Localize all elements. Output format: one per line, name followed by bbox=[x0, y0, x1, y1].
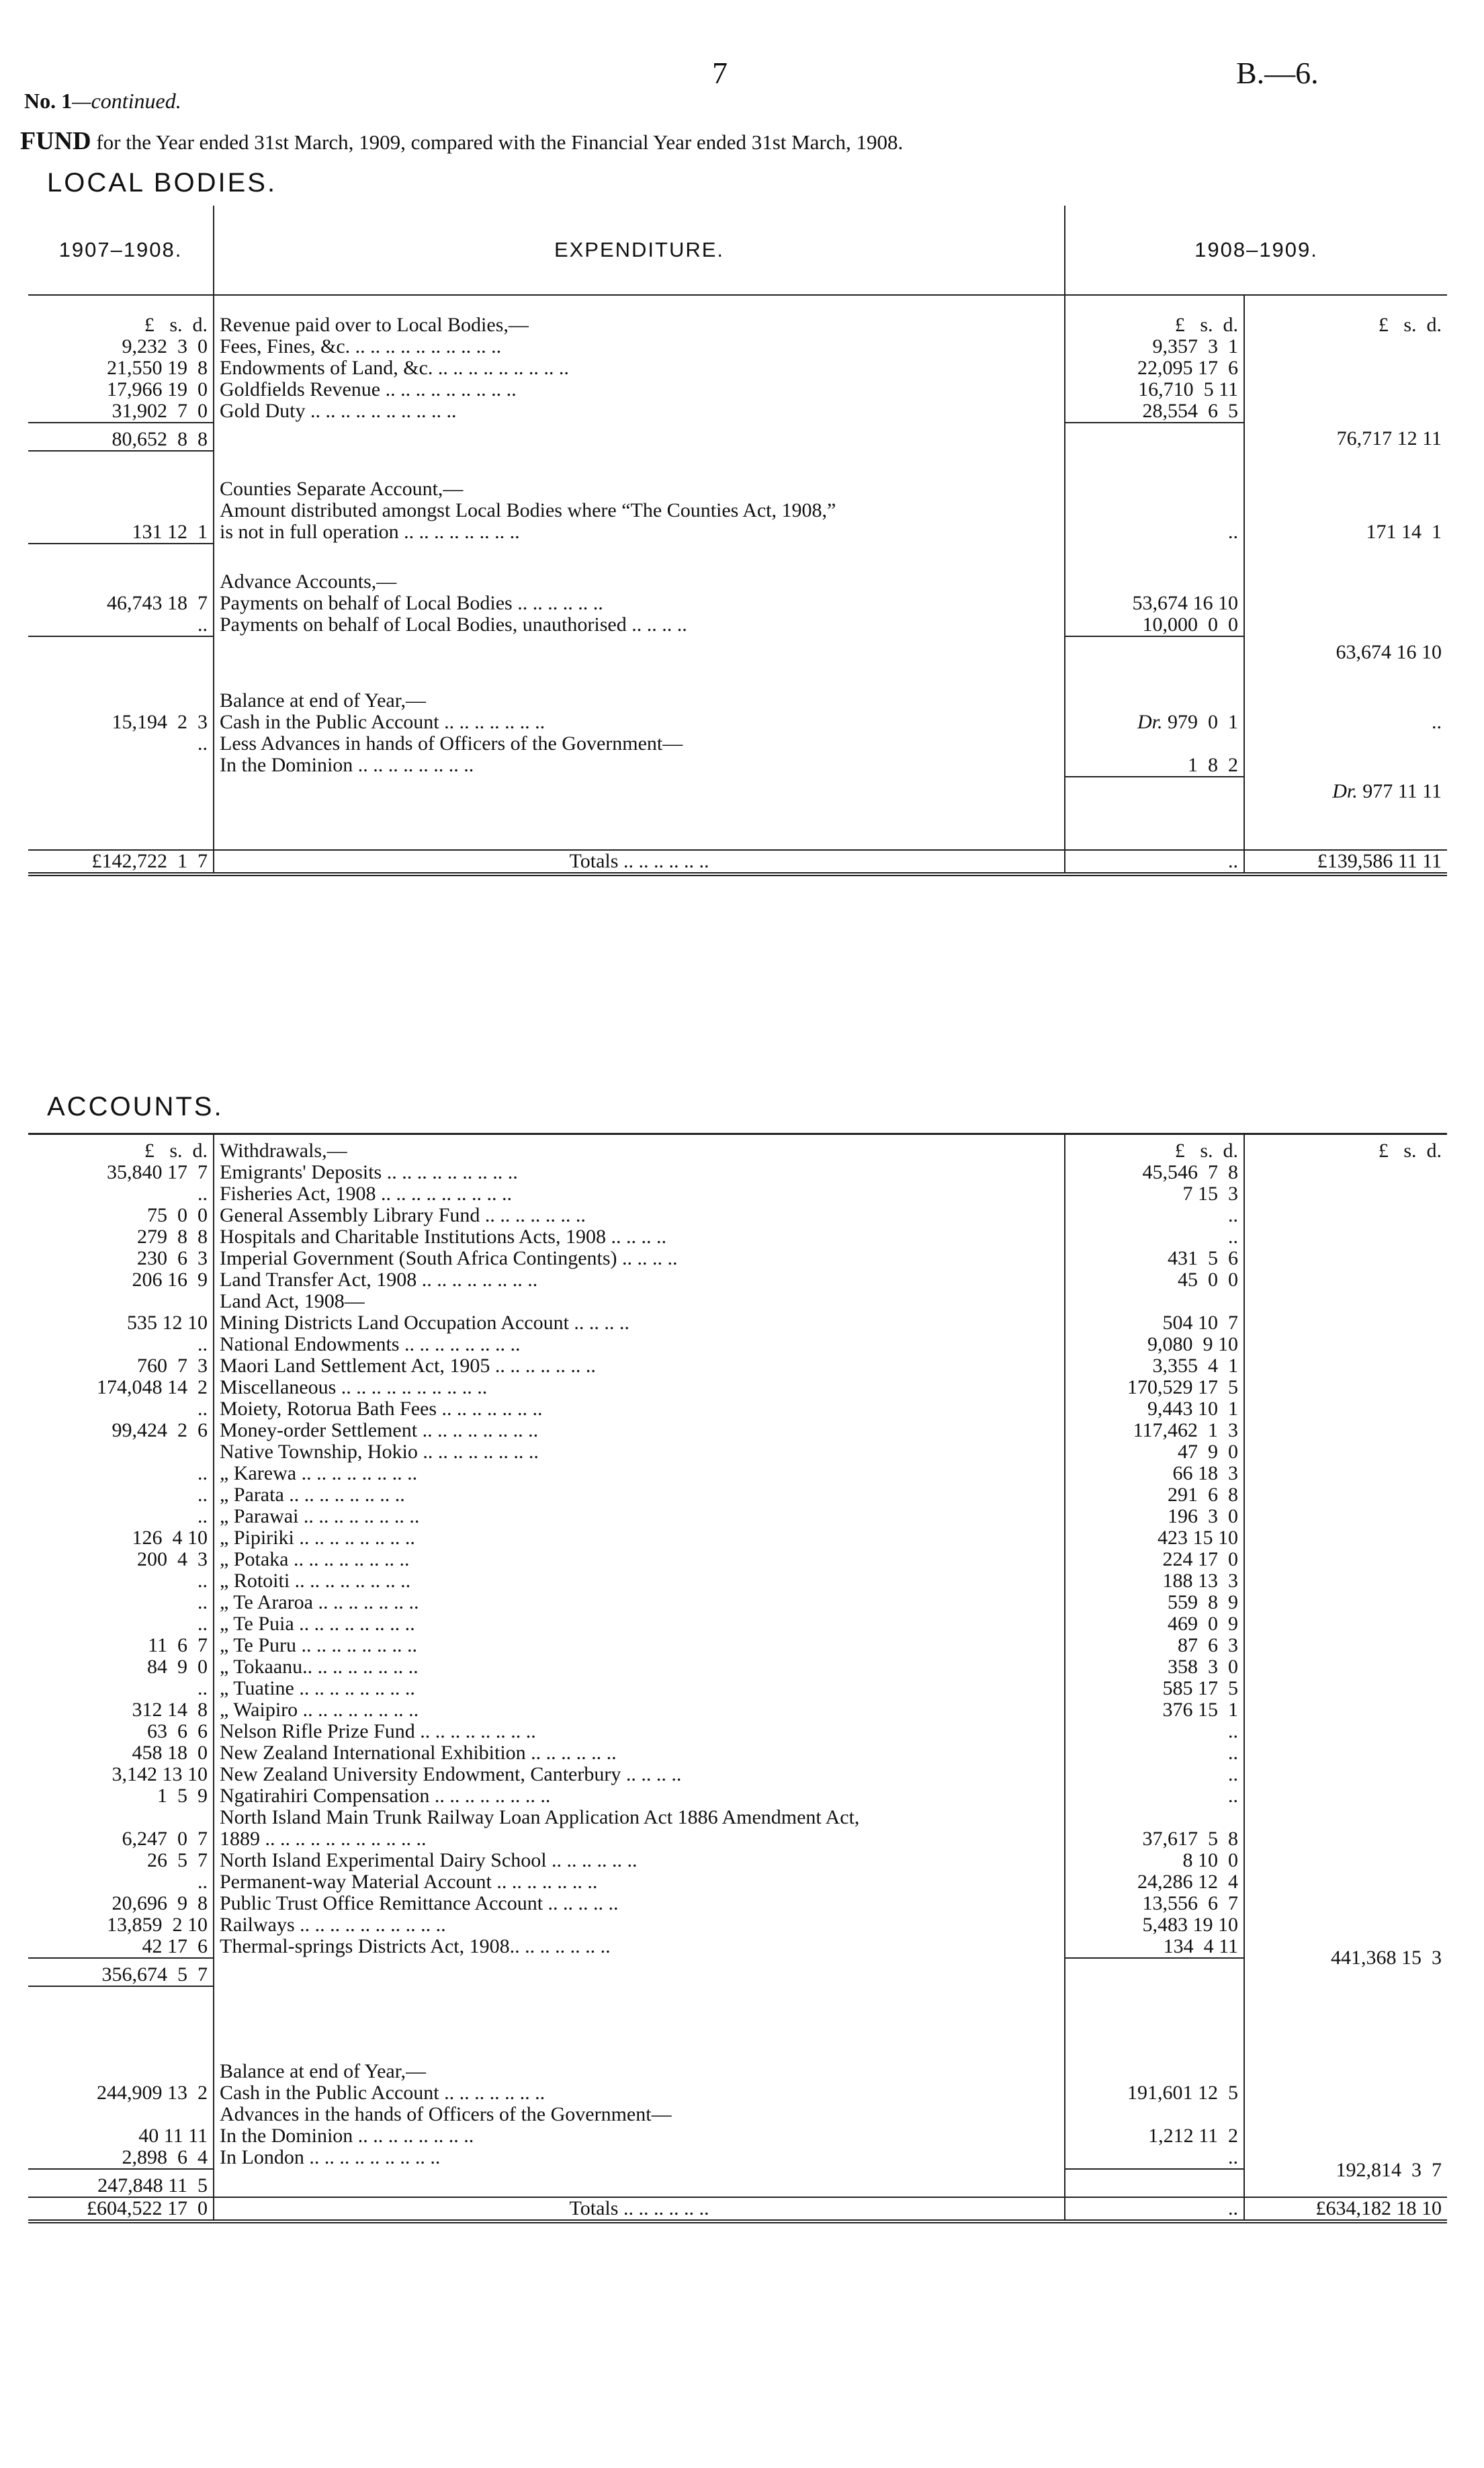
acct-cur: 45,546 7 8 bbox=[1065, 1162, 1244, 1183]
acct-balance-prev bbox=[28, 2104, 214, 2125]
acct-prev: 99,424 2 6 bbox=[112, 1419, 208, 1441]
lb-row-desc: Endowments of Land, &c. .. .. .. .. .. .. .. .. .. bbox=[214, 357, 1065, 379]
accounts-table bbox=[28, 1133, 1447, 2223]
counties-heading: Counties Separate Account,— bbox=[214, 478, 1065, 500]
acct-desc: „ Te Puia .. .. .. .. .. .. .. .. bbox=[214, 1613, 1065, 1635]
acct-desc: New Zealand International Exhibition .. .. .. .. .. .. bbox=[214, 1742, 1065, 1764]
acct-row bbox=[28, 1334, 1447, 1355]
acct-desc: „ Parata .. .. .. .. .. .. .. .. bbox=[214, 1484, 1065, 1506]
acct-row bbox=[28, 1398, 1447, 1420]
acct-cur: 5,483 19 10 bbox=[1065, 1914, 1244, 1936]
acct-row bbox=[28, 1506, 1447, 1527]
acct-row bbox=[28, 1463, 1447, 1484]
acct-prev: 11 6 7 bbox=[148, 1634, 208, 1656]
acct-tot bbox=[1244, 1699, 1447, 1721]
acct-prev: 42 17 6 bbox=[142, 1935, 208, 1957]
lb-row-prev: 31,902 7 0 bbox=[112, 400, 208, 422]
acct-cur: 66 18 3 bbox=[1065, 1463, 1244, 1484]
acct-prev: 26 5 7 bbox=[147, 1849, 208, 1871]
balance-line3-cur: 1 8 2 bbox=[1065, 755, 1244, 777]
counties-tot: 171 14 1 bbox=[1244, 521, 1447, 544]
acct-prev: .. bbox=[198, 1613, 208, 1635]
acct-tot bbox=[1244, 1269, 1447, 1291]
acct-cur: 358 3 0 bbox=[1065, 1656, 1244, 1678]
acct-prev: .. bbox=[198, 1462, 208, 1484]
acct-balance-cur bbox=[1065, 2104, 1244, 2125]
lb-row-prev: 17,966 19 0 bbox=[107, 378, 208, 400]
page-number: 7 bbox=[712, 56, 728, 90]
acct-prev: .. bbox=[198, 1591, 208, 1613]
acct-balance-tot bbox=[1244, 2125, 1447, 2147]
acct-desc: Hospitals and Charitable Institutions Acts, 1908 .. .. .. .. bbox=[214, 1226, 1065, 1248]
acct-row bbox=[28, 1441, 1447, 1463]
acct-balance-prev: 2,898 6 4 bbox=[122, 2146, 208, 2168]
acct-balance-cur: 1,212 11 2 bbox=[1065, 2125, 1244, 2147]
acct-cur: 291 6 8 bbox=[1065, 1484, 1244, 1506]
acct-prev: .. bbox=[198, 1871, 208, 1893]
acct-tot bbox=[1244, 1527, 1447, 1549]
acct-row bbox=[28, 1678, 1447, 1699]
acct-tot bbox=[1244, 1291, 1447, 1312]
lb-row-desc: Revenue paid over to Local Bodies,— bbox=[214, 295, 1065, 336]
acct-tot bbox=[1244, 1678, 1447, 1699]
acct-row bbox=[28, 1592, 1447, 1613]
acct-cur: 47 9 0 bbox=[1065, 1441, 1244, 1463]
advance-cur: 10,000 0 0 bbox=[1065, 614, 1244, 636]
acct-desc: Fisheries Act, 1908 .. .. .. .. .. .. .. .. .. bbox=[214, 1183, 1065, 1205]
acct-row bbox=[28, 1312, 1447, 1334]
lb-row-desc: Fees, Fines, &c. .. .. .. .. .. .. .. .. .. .. bbox=[214, 336, 1065, 357]
acct-balance-tot bbox=[1244, 2082, 1447, 2104]
acct-cur: .. bbox=[1065, 1721, 1244, 1742]
acct-tot bbox=[1244, 1570, 1447, 1592]
lb-row-prev: 21,550 19 8 bbox=[107, 357, 208, 379]
acct-row bbox=[28, 1570, 1447, 1592]
acct-tot bbox=[1244, 1334, 1447, 1355]
acct-tot bbox=[1244, 1355, 1447, 1377]
acct-prev: 13,859 2 10 bbox=[107, 1914, 208, 1936]
acct-row bbox=[28, 1850, 1447, 1871]
acct-totals-label: Totals .. .. .. .. .. .. bbox=[214, 2197, 1065, 2221]
acct-row bbox=[28, 1699, 1447, 1721]
acct-tot bbox=[1244, 1850, 1447, 1871]
acct-prev: .. bbox=[198, 1333, 208, 1355]
counties-prev: 131 12 1 bbox=[132, 521, 208, 543]
local-bodies-title: LOCAL BODIES. bbox=[47, 168, 277, 198]
acct-desc: Moiety, Rotorua Bath Fees .. .. .. .. .. .. .. bbox=[214, 1398, 1065, 1420]
acct-balance-desc: In the Dominion .. .. .. .. .. .. .. .. bbox=[214, 2125, 1065, 2147]
totals-tot: £139,586 11 11 bbox=[1244, 850, 1447, 874]
acct-row bbox=[28, 1355, 1447, 1377]
balance-line1-tot: .. bbox=[1244, 712, 1447, 733]
counties-line2: is not in full operation .. .. .. .. .. .. .. .. bbox=[214, 521, 1065, 544]
acct-prev: 279 8 8 bbox=[137, 1226, 208, 1248]
acct-desc: Imperial Government (South Africa Contingents) .. .. .. .. bbox=[214, 1248, 1065, 1269]
acct-tot bbox=[1244, 1248, 1447, 1269]
acct-cur: 170,529 17 5 bbox=[1065, 1377, 1244, 1398]
acct-prev: 206 16 9 bbox=[132, 1269, 208, 1291]
balance-line2-prev: .. bbox=[198, 732, 208, 755]
lb-row-cur: 9,357 3 1 bbox=[1065, 336, 1244, 357]
acct-tot bbox=[1244, 1205, 1447, 1226]
acct-row bbox=[28, 1635, 1447, 1656]
balance-line2: Less Advances in hands of Officers of the Government— bbox=[214, 733, 1065, 755]
acct-prev bbox=[28, 1291, 214, 1312]
acct-prev: .. bbox=[198, 1677, 208, 1699]
acct-cur: 431 5 6 bbox=[1065, 1248, 1244, 1269]
balance-prev: 15,194 2 3 bbox=[112, 711, 208, 733]
acct-cur: 87 6 3 bbox=[1065, 1635, 1244, 1656]
acct-desc: Native Township, Hokio .. .. .. .. .. .. .. .. bbox=[214, 1441, 1065, 1463]
acct-cur: 117,462 1 3 bbox=[1065, 1420, 1244, 1441]
acct-cur: 7 15 3 bbox=[1065, 1183, 1244, 1205]
acct-row bbox=[28, 1226, 1447, 1248]
acct-cur: 376 15 1 bbox=[1065, 1699, 1244, 1721]
acct-tot bbox=[1244, 1785, 1447, 1807]
acct-prev: 458 18 0 bbox=[132, 1742, 208, 1764]
acct-tot bbox=[1244, 1656, 1447, 1678]
acct-desc: „ Karewa .. .. .. .. .. .. .. .. bbox=[214, 1463, 1065, 1484]
acct-prev bbox=[28, 1807, 214, 1828]
balance-tot: 977 11 11 bbox=[1362, 780, 1442, 802]
acct-tot bbox=[1244, 1635, 1447, 1656]
balance-line3: In the Dominion .. .. .. .. .. .. .. .. bbox=[214, 755, 1065, 777]
withdrawals-heading: Withdrawals,— bbox=[214, 1134, 1065, 1162]
acct-tot bbox=[1244, 1377, 1447, 1398]
acct-row bbox=[28, 1549, 1447, 1570]
acct-prev: .. bbox=[198, 1570, 208, 1592]
acct-row bbox=[28, 1893, 1447, 1914]
currency-head-cur: £ s. d. bbox=[1065, 295, 1244, 336]
acct-totals-cur: .. bbox=[1065, 2197, 1244, 2221]
lb-row-desc: Gold Duty .. .. .. .. .. .. .. .. .. .. bbox=[214, 400, 1065, 423]
acct-cur: 504 10 7 bbox=[1065, 1312, 1244, 1334]
currency-head-prev: £ s. d. bbox=[28, 1134, 214, 1162]
balance-total-prev: 247,848 11 5 bbox=[28, 2169, 214, 2197]
acct-row bbox=[28, 1828, 1447, 1850]
acct-cur: 585 17 5 bbox=[1065, 1678, 1244, 1699]
advance-desc: Payments on behalf of Local Bodies, unauthorised .. .. .. .. bbox=[214, 614, 1065, 636]
acct-cur: .. bbox=[1065, 1205, 1244, 1226]
acct-balance-prev: 40 11 11 bbox=[138, 2125, 208, 2147]
acct-row bbox=[28, 1613, 1447, 1635]
acct-row bbox=[28, 1871, 1447, 1893]
balance-line1-cur: 979 0 1 bbox=[1168, 711, 1238, 733]
acct-prev: 84 9 0 bbox=[147, 1656, 208, 1678]
acct-tot bbox=[1244, 1183, 1447, 1205]
withdrawals-total-cur: 441,368 15 3 bbox=[1244, 1947, 1447, 1975]
acct-balance-row bbox=[28, 2104, 1447, 2125]
acct-tot bbox=[1244, 1807, 1447, 1828]
acct-row bbox=[28, 1183, 1447, 1205]
acct-row bbox=[28, 1764, 1447, 1785]
acct-desc: North Island Experimental Dairy School .. .. .. .. .. .. bbox=[214, 1850, 1065, 1871]
acct-tot bbox=[1244, 1226, 1447, 1248]
acct-desc: Mining Districts Land Occupation Account .. .. .. .. bbox=[214, 1312, 1065, 1334]
acct-desc: Thermal-springs Districts Act, 1908.. .. .. .. .. .. .. bbox=[214, 1936, 1065, 1958]
acct-cur bbox=[1065, 1807, 1244, 1828]
acct-balance-row bbox=[28, 2125, 1447, 2147]
acct-cur: 45 0 0 bbox=[1065, 1269, 1244, 1291]
acct-cur: 196 3 0 bbox=[1065, 1506, 1244, 1527]
acct-tot bbox=[1244, 1549, 1447, 1570]
acct-prev: 35,840 17 7 bbox=[107, 1161, 208, 1183]
acct-prev: 1 5 9 bbox=[157, 1785, 208, 1807]
acct-row bbox=[28, 1269, 1447, 1291]
acct-prev: .. bbox=[198, 1398, 208, 1420]
acct-desc: General Assembly Library Fund .. .. .. .. .. .. .. bbox=[214, 1205, 1065, 1226]
acct-balance-desc: In London .. .. .. .. .. .. .. .. .. bbox=[214, 2147, 1065, 2169]
advance-prev: .. bbox=[198, 613, 208, 636]
acct-desc: Land Transfer Act, 1908 .. .. .. .. .. .. .. .. bbox=[214, 1269, 1065, 1291]
acct-desc: Public Trust Office Remittance Account .. .. .. .. .. bbox=[214, 1893, 1065, 1914]
withdrawals-total-prev: 356,674 5 7 bbox=[28, 1958, 214, 1986]
acct-tot bbox=[1244, 1506, 1447, 1527]
acct-tot bbox=[1244, 1592, 1447, 1613]
totals-prev: £142,722 1 7 bbox=[28, 850, 214, 874]
lb-row-cur: 16,710 5 11 bbox=[1065, 379, 1244, 400]
acct-row bbox=[28, 1420, 1447, 1441]
acct-cur: 3,355 4 1 bbox=[1065, 1355, 1244, 1377]
acct-desc: Permanent-way Material Account .. .. .. .. .. .. .. bbox=[214, 1871, 1065, 1893]
acct-balance-tot bbox=[1244, 2104, 1447, 2125]
acct-desc: Land Act, 1908— bbox=[214, 1291, 1065, 1312]
acct-desc: „ Tuatine .. .. .. .. .. .. .. .. bbox=[214, 1678, 1065, 1699]
acct-tot bbox=[1244, 1871, 1447, 1893]
acct-prev: 230 6 3 bbox=[137, 1247, 208, 1269]
acct-tot bbox=[1244, 1613, 1447, 1635]
acct-tot bbox=[1244, 1721, 1447, 1742]
acct-tot bbox=[1244, 1484, 1447, 1506]
lb-row-desc: Goldfields Revenue .. .. .. .. .. .. .. .. .. bbox=[214, 379, 1065, 400]
currency-head-tot: £ s. d. bbox=[1244, 1134, 1447, 1162]
acct-cur: 423 15 10 bbox=[1065, 1527, 1244, 1549]
continued-number: No. 1 bbox=[24, 89, 73, 113]
acct-desc: National Endowments .. .. .. .. .. .. .. .. bbox=[214, 1334, 1065, 1355]
acct-tot bbox=[1244, 1828, 1447, 1850]
acct-balance-row bbox=[28, 2082, 1447, 2104]
acct-desc: „ Waipiro .. .. .. .. .. .. .. .. bbox=[214, 1699, 1065, 1721]
acct-desc: New Zealand University Endowment, Canterbury .. .. .. .. bbox=[214, 1764, 1065, 1785]
acct-desc: Maori Land Settlement Act, 1905 .. .. .. .. .. .. .. bbox=[214, 1355, 1065, 1377]
balance-total-cur: 192,814 3 7 bbox=[1244, 2160, 1447, 2188]
acct-desc: Ngatirahiri Compensation .. .. .. .. .. .. .. .. bbox=[214, 1785, 1065, 1807]
acct-prev: 312 14 8 bbox=[132, 1699, 208, 1721]
acct-desc: „ Tokaanu.. .. .. .. .. .. .. .. bbox=[214, 1656, 1065, 1678]
acct-cur: 24,286 12 4 bbox=[1065, 1871, 1244, 1893]
acct-prev: 6,247 0 7 bbox=[122, 1828, 208, 1850]
acct-row bbox=[28, 1807, 1447, 1828]
acct-row bbox=[28, 1721, 1447, 1742]
acct-tot bbox=[1244, 1162, 1447, 1183]
acct-balance-row bbox=[28, 2147, 1447, 2169]
acct-prev: 174,048 14 2 bbox=[97, 1376, 208, 1398]
acct-tot bbox=[1244, 1420, 1447, 1441]
advance-prev: 46,743 18 7 bbox=[107, 592, 208, 614]
col-head-1909: 1908–1909. bbox=[1065, 206, 1447, 295]
acct-tot bbox=[1244, 1312, 1447, 1334]
acct-desc: Money-order Settlement .. .. .. .. .. .. .. .. bbox=[214, 1420, 1065, 1441]
acct-cur: 469 0 9 bbox=[1065, 1613, 1244, 1635]
acct-cur: .. bbox=[1065, 1226, 1244, 1248]
currency-head-cur: £ s. d. bbox=[1065, 1134, 1244, 1162]
col-head-expenditure: EXPENDITURE. bbox=[214, 206, 1065, 295]
acct-cur: 224 17 0 bbox=[1065, 1549, 1244, 1570]
acct-desc: Emigrants' Deposits .. .. .. .. .. .. .. .. .. bbox=[214, 1162, 1065, 1183]
acct-prev: .. bbox=[198, 1505, 208, 1527]
acct-tot bbox=[1244, 1463, 1447, 1484]
acct-desc: Miscellaneous .. .. .. .. .. .. .. .. .. .. bbox=[214, 1377, 1065, 1398]
revenue-total-cur: 76,717 12 11 bbox=[1244, 423, 1447, 451]
acct-balance-prev: 244,909 13 2 bbox=[97, 2082, 208, 2104]
acct-cur: .. bbox=[1065, 1764, 1244, 1785]
acct-totals-tot: £634,182 18 10 bbox=[1244, 2197, 1447, 2221]
acct-cur bbox=[1065, 1291, 1244, 1312]
lb-row-cur: 22,095 17 6 bbox=[1065, 357, 1244, 379]
acct-row bbox=[28, 1162, 1447, 1183]
currency-head-tot: £ s. d. bbox=[1244, 295, 1447, 336]
acct-prev: 535 12 10 bbox=[127, 1312, 208, 1334]
acct-row bbox=[28, 1248, 1447, 1269]
acct-balance-desc: Cash in the Public Account .. .. .. .. .. .. .. bbox=[214, 2082, 1065, 2104]
acct-prev: .. bbox=[198, 1484, 208, 1506]
continued-suffix: —continued. bbox=[72, 89, 181, 113]
acct-desc: „ Rotoiti .. .. .. .. .. .. .. .. bbox=[214, 1570, 1065, 1592]
accounts-title: ACCOUNTS. bbox=[47, 1092, 224, 1121]
continued-label bbox=[24, 89, 181, 114]
acct-tot bbox=[1244, 1742, 1447, 1764]
counties-cur: .. bbox=[1065, 521, 1244, 544]
acct-row bbox=[28, 1527, 1447, 1549]
local-bodies-table bbox=[28, 206, 1447, 876]
lb-row-prev: 9,232 3 0 bbox=[122, 335, 208, 357]
acct-tot bbox=[1244, 1441, 1447, 1463]
balance-heading: Balance at end of Year,— bbox=[214, 690, 1065, 712]
balance-line1: Cash in the Public Account .. .. .. .. .. .. .. bbox=[214, 712, 1065, 733]
acct-tot bbox=[1244, 1764, 1447, 1785]
acct-row bbox=[28, 1205, 1447, 1226]
totals-label: Totals .. .. .. .. .. .. bbox=[214, 850, 1065, 874]
document-code: B.—6. bbox=[1236, 56, 1319, 90]
acct-row bbox=[28, 1742, 1447, 1764]
acct-totals-prev: £604,522 17 0 bbox=[28, 2197, 214, 2221]
acct-prev: 20,696 9 8 bbox=[112, 1892, 208, 1914]
acct-prev: 63 6 6 bbox=[147, 1720, 208, 1742]
acct-cur: 134 4 11 bbox=[1065, 1936, 1244, 1958]
fund-title-rest: for the Year ended 31st March, 1909, compared with the Financial Year ended 31st March, 1908. bbox=[96, 130, 904, 154]
acct-desc: „ Parawai .. .. .. .. .. .. .. .. bbox=[214, 1506, 1065, 1527]
acct-cur: 13,556 6 7 bbox=[1065, 1893, 1244, 1914]
acct-desc: Nelson Rifle Prize Fund .. .. .. .. .. .. .. .. bbox=[214, 1721, 1065, 1742]
acct-row bbox=[28, 1785, 1447, 1807]
acct-prev: 200 4 3 bbox=[137, 1548, 208, 1570]
acct-cur: 37,617 5 8 bbox=[1065, 1828, 1244, 1850]
revenue-total-prev: 80,652 8 8 bbox=[28, 423, 214, 451]
debit-prefix: Dr. bbox=[1137, 711, 1163, 733]
acct-cur: .. bbox=[1065, 1742, 1244, 1764]
acct-tot bbox=[1244, 1893, 1447, 1914]
acct-prev bbox=[28, 1441, 214, 1463]
debit-prefix: Dr. bbox=[1332, 780, 1358, 802]
acct-desc: „ Te Araroa .. .. .. .. .. .. .. bbox=[214, 1592, 1065, 1613]
acct-prev: 760 7 3 bbox=[137, 1355, 208, 1377]
currency-head-prev: £ s. d. bbox=[144, 314, 208, 336]
acct-balance-desc: Advances in the hands of Officers of the Government— bbox=[214, 2104, 1065, 2125]
acct-row bbox=[28, 1484, 1447, 1506]
acct-tot bbox=[1244, 1914, 1447, 1936]
acct-row bbox=[28, 1291, 1447, 1312]
acct-balance-cur: 191,601 12 5 bbox=[1065, 2082, 1244, 2104]
acct-cur: .. bbox=[1065, 1785, 1244, 1807]
acct-tot bbox=[1244, 1398, 1447, 1420]
acct-cur: 188 13 3 bbox=[1065, 1570, 1244, 1592]
advance-cur: 53,674 16 10 bbox=[1065, 593, 1244, 614]
acct-row bbox=[28, 1656, 1447, 1678]
acct-balance-heading: Balance at end of Year,— bbox=[214, 2061, 1065, 2082]
acct-prev: 126 4 10 bbox=[132, 1527, 208, 1549]
acct-cur: 559 8 9 bbox=[1065, 1592, 1244, 1613]
acct-row bbox=[28, 1377, 1447, 1398]
acct-row bbox=[28, 1914, 1447, 1936]
acct-cur: 9,080 9 10 bbox=[1065, 1334, 1244, 1355]
acct-prev: .. bbox=[198, 1183, 208, 1205]
acct-desc: Railways .. .. .. .. .. .. .. .. .. .. bbox=[214, 1914, 1065, 1936]
acct-prev: 3,142 13 10 bbox=[112, 1763, 208, 1785]
advance-tot: 63,674 16 10 bbox=[1244, 636, 1447, 663]
advance-heading: Advance Accounts,— bbox=[214, 571, 1065, 593]
fund-title-word: FUND bbox=[20, 127, 91, 155]
acct-desc: 1889 .. .. .. .. .. .. .. .. .. .. .. bbox=[214, 1828, 1065, 1850]
acct-balance-cur: .. bbox=[1065, 2147, 1244, 2169]
advance-desc: Payments on behalf of Local Bodies .. .. .. .. .. .. bbox=[214, 593, 1065, 614]
acct-cur: 8 10 0 bbox=[1065, 1850, 1244, 1871]
acct-prev: 75 0 0 bbox=[147, 1204, 208, 1226]
lb-row-cur: 28,554 6 5 bbox=[1065, 400, 1244, 423]
fund-title bbox=[20, 126, 903, 156]
acct-row bbox=[28, 1936, 1447, 1958]
acct-cur: 9,443 10 1 bbox=[1065, 1398, 1244, 1420]
acct-desc: „ Te Puru .. .. .. .. .. .. .. .. bbox=[214, 1635, 1065, 1656]
acct-desc: „ Potaka .. .. .. .. .. .. .. .. bbox=[214, 1549, 1065, 1570]
totals-cur: .. bbox=[1065, 850, 1244, 874]
acct-desc: „ Pipiriki .. .. .. .. .. .. .. .. bbox=[214, 1527, 1065, 1549]
counties-line1: Amount distributed amongst Local Bodies where “The Counties Act, 1908,” bbox=[214, 500, 1065, 521]
col-head-1907: 1907–1908. bbox=[28, 206, 214, 295]
acct-desc: North Island Main Trunk Railway Loan Application Act 1886 Amendment Act, bbox=[214, 1807, 1065, 1828]
